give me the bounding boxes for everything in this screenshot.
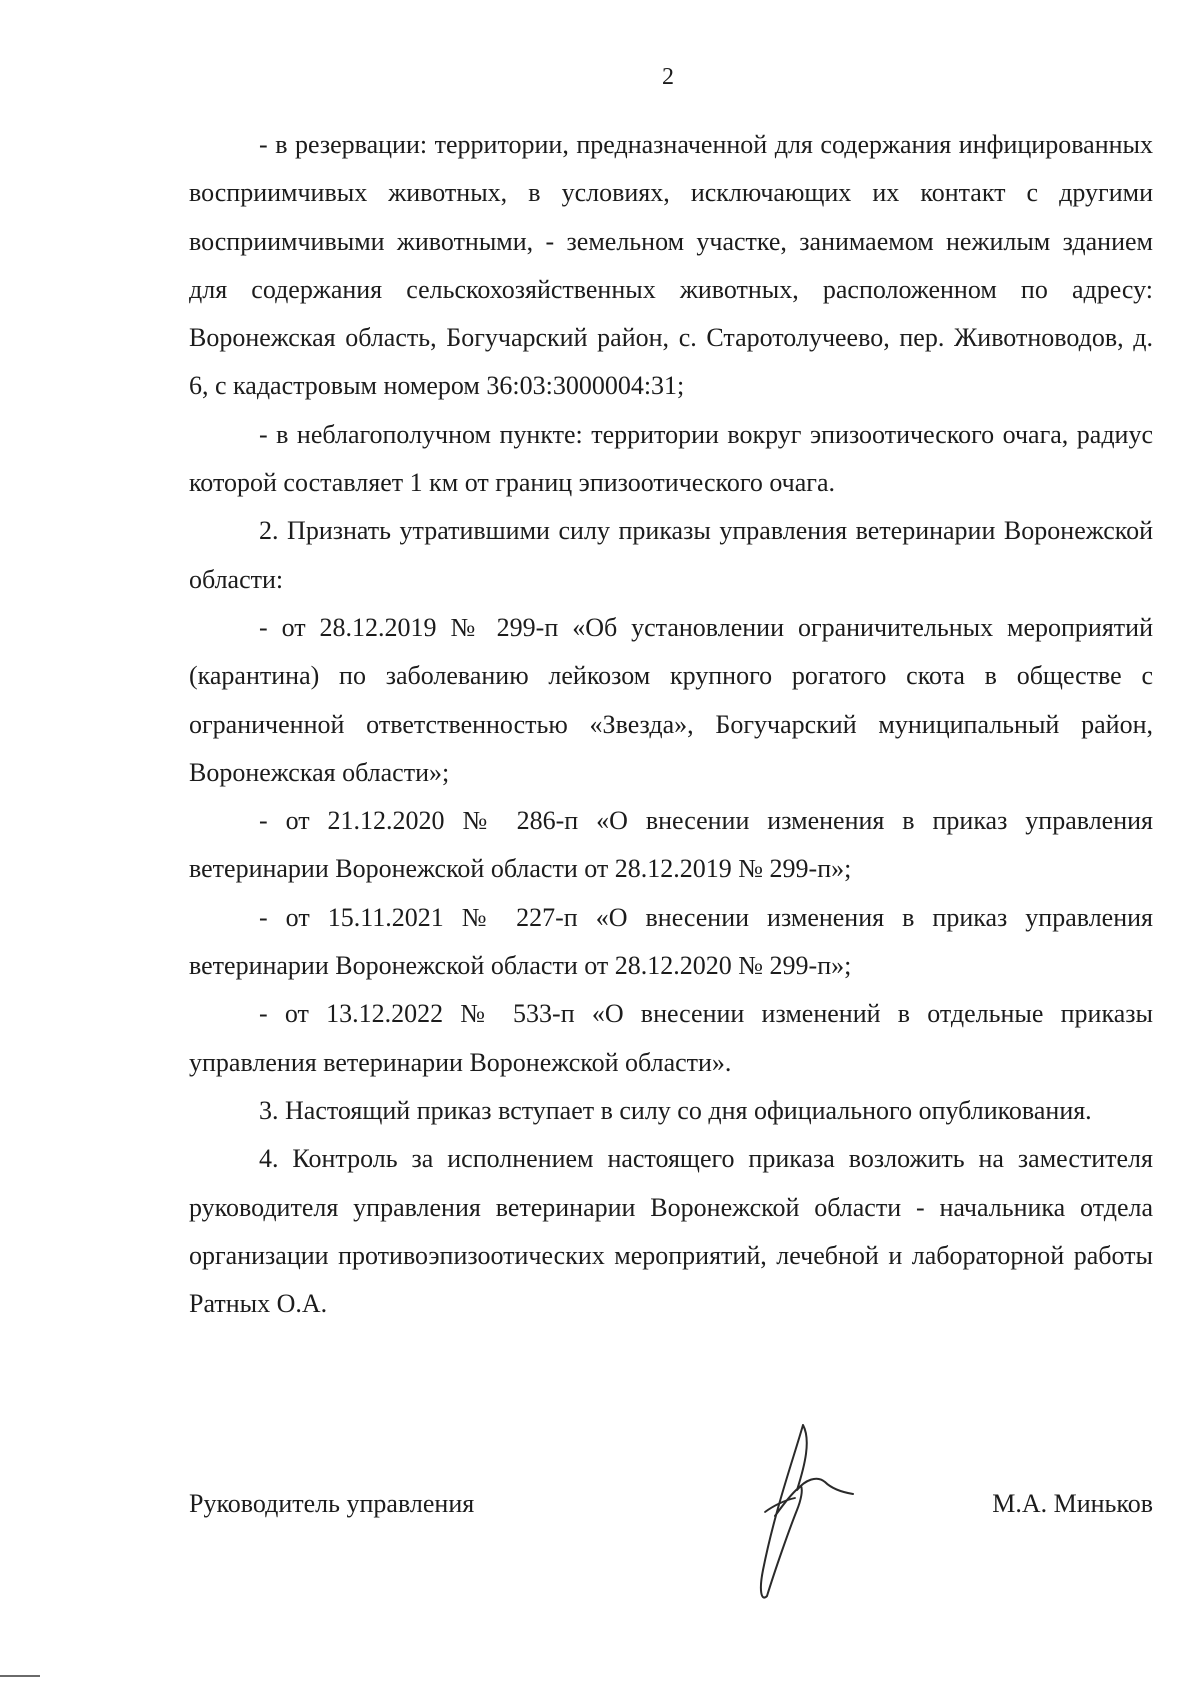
paragraph-unfavorable-point: - в неблагополучном пункте: территории вокруг эпизоотического очага, радиус которой составляет 1 км от границ эпизоотического очага. bbox=[189, 419, 1153, 498]
signatory-position: Руководитель управления bbox=[189, 1489, 475, 1518]
paragraph-order-227: - от 15.11.2021 № 227-п «О внесении изменения в приказ управления ветеринарии Воронежской области от 28.12.2020 № 299-п»; bbox=[189, 902, 1153, 981]
document-body bbox=[189, 121, 1153, 1328]
paragraph-order-286: - от 21.12.2020 № 286-п «О внесении изменения в приказ управления ветеринарии Воронежской области от 28.12.2019 № 299-п»; bbox=[189, 806, 1153, 884]
signature-block bbox=[189, 1480, 1153, 1528]
page-number: 2 bbox=[662, 64, 674, 90]
paragraph-reservation: - в резервации: территории, предназначенной для содержания инфицированных восприимчивых животных, в условиях, исключающих их контакт с другими восприимчивыми животными, - земельном участке, занимаемом нежилым зданием для содержания сельскохозяйственных животных, расположенном по адресу: Воронежская область, Богучарский район, с. Старотолучеево, пер. Животноводов, д. 6, с кадастровым номером 36:03:3000004:31; bbox=[189, 130, 1153, 401]
signatory-name: М.А. Миньков bbox=[992, 1489, 1153, 1518]
scan-edge-mark bbox=[0, 1675, 40, 1677]
paragraph-item-4: 4. Контроль за исполнением настоящего приказа возложить на заместителя руководителя управления ветеринарии Воронежской области - начальника отдела организации противоэпизоотических мероприятий, лечебной и лабораторной работы Ратных О.А. bbox=[189, 1144, 1153, 1319]
paragraph-item-2: 2. Признать утратившими силу приказы управления ветеринарии Воронежской области: bbox=[189, 516, 1153, 594]
paragraph-order-299: - от 28.12.2019 № 299-п «Об установлении ограничительных мероприятий (карантина) по заболеванию лейкозом крупного рогатого скота в обществе с ограниченной ответственностью «Звезда», Богучарский муниципальный район, Воронежская области»; bbox=[189, 612, 1153, 787]
paragraph-item-3: 3. Настоящий приказ вступает в силу со дня официального опубликования. bbox=[259, 1095, 1092, 1125]
paragraph-order-533: - от 13.12.2022 № 533-п «О внесении изменений в отдельные приказы управления ветеринарии Воронежской области». bbox=[189, 999, 1153, 1077]
